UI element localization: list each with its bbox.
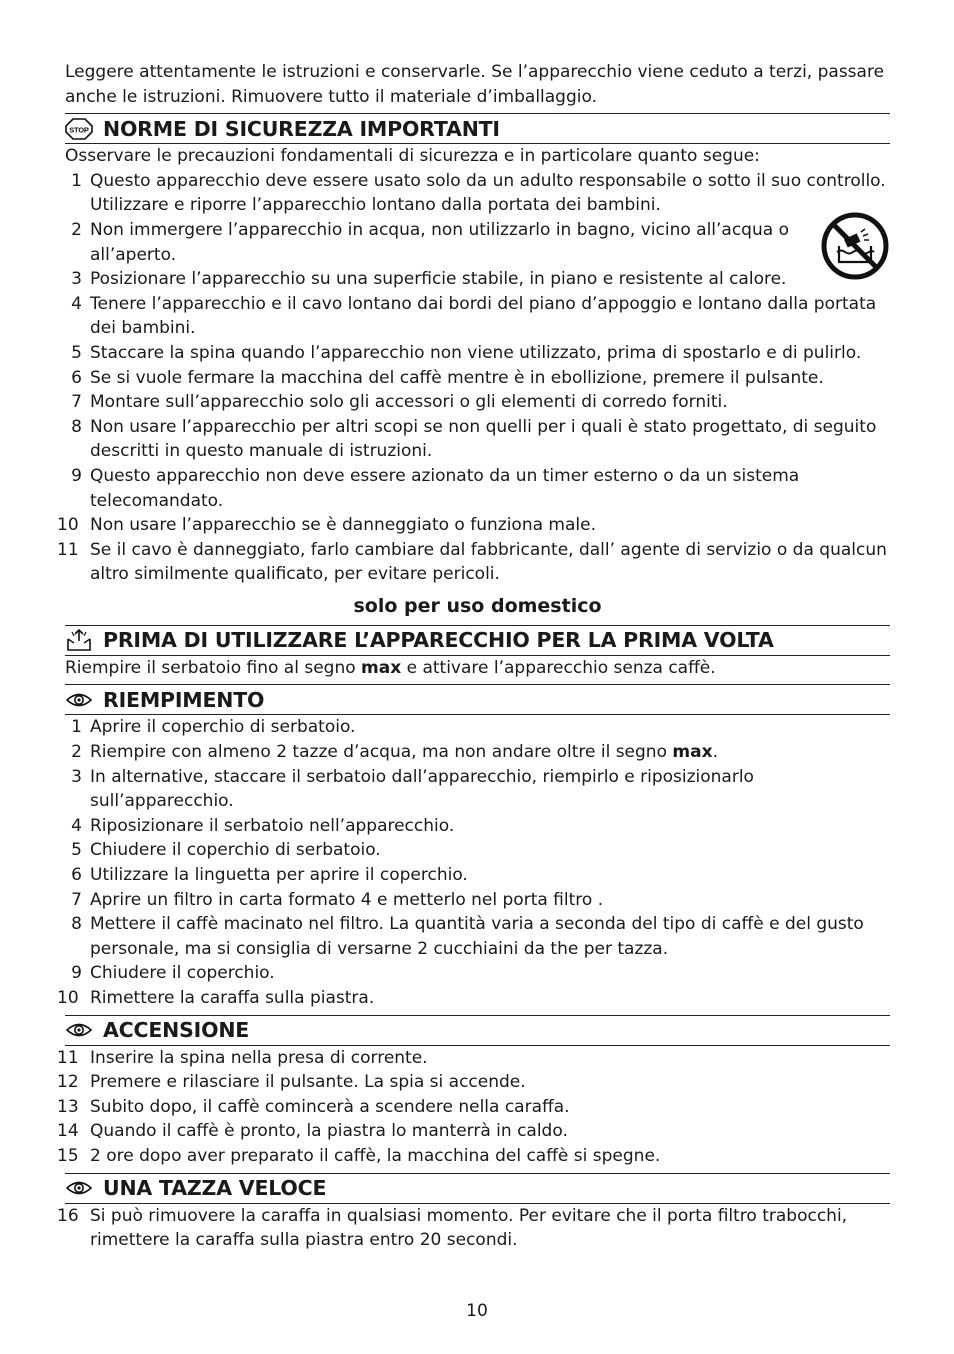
stop-icon [65,117,95,141]
list-item [65,415,890,464]
list-item [65,169,890,218]
item-text: Utilizzare la linguetta per aprire il coperchio. [90,865,468,886]
item-text: Si può rimuovere la caraffa in qualsiasi momento. Per evitare che il porta filtro trabocchi, rimettere la caraffa sulla piastra entro 20 secondi. [90,1205,848,1251]
eye-icon [65,688,95,712]
item-number: 5 [71,342,82,363]
item-text: Non usare l’apparecchio se è danneggiato o funziona male. [90,515,596,536]
switch-on-list [57,1046,890,1169]
item-text: Quando il caffè è pronto, la piastra lo manterrà in caldo. [90,1121,568,1142]
item-number: 4 [71,293,82,314]
safety-title: NORME DI SICUREZZA IMPORTANTI [103,116,500,141]
list-item [57,1144,890,1169]
filling-title: RIEMPIMENTO [103,687,265,712]
list-item [57,1046,890,1071]
no-water-immersion-icon [821,212,889,280]
eye-icon [65,1018,95,1042]
item-number: 7 [71,392,82,413]
item-text: Inserire la spina nella presa di corrente. [90,1047,428,1068]
item-text: Questo apparecchio non deve essere azionato da un timer esterno o da un sistema telecomandato. [90,465,800,511]
item-number: 14 [57,1121,79,1142]
item-number: 2 [71,219,82,240]
item-text-part: . [712,742,718,763]
switch-on-section-header [65,1015,890,1046]
list-item [65,838,890,863]
list-item [65,292,890,341]
first-use-text-part: e attivare l’apparecchio senza caffè. [401,657,716,678]
max-mark: max [672,742,713,763]
list-item [65,715,890,740]
eye-icon [65,1176,95,1200]
switch-on-title: ACCENSIONE [103,1018,250,1043]
item-number: 11 [57,539,79,560]
item-text: Aprire un filtro in carta formato 4 e metterlo nel porta filtro . [90,889,604,910]
item-text-part: Riempire con almeno 2 tazze d’acqua, ma non andare oltre il segno [90,742,673,763]
list-item [65,814,890,839]
item-text: Staccare la spina quando l’apparecchio non viene utilizzato, prima di spostarlo e di pulirlo. [90,342,862,363]
item-text: Non immergere l’apparecchio in acqua, non utilizzarlo in bagno, vicino all’acqua o all’aperto. [90,219,789,265]
intro-paragraph: Leggere attentamente le istruzioni e conservarle. Se l’apparecchio viene ceduto a terzi, passare anche le istruzioni. Rimuovere tutto il materiale d’imballaggio. [65,62,885,107]
item-text: Premere e rilasciare il pulsante. La spia si accende. [90,1072,526,1093]
item-number: 6 [71,367,82,388]
item-text: Posizionare l’apparecchio su una superficie stabile, in piano e resistente al calore. [90,269,787,290]
list-item [65,912,890,961]
item-number: 1 [71,717,82,738]
quick-cup-title: UNA TAZZA VELOCE [103,1176,327,1201]
item-number: 6 [71,865,82,886]
item-text: Se il cavo è danneggiato, farlo cambiare dal fabbricante, dall’ agente di servizio o da qualcun altro similmente qualificato, per evitare pericoli. [90,539,887,585]
item-text: Se si vuole fermare la macchina del caffè mentre è in ebollizione, premere il pulsante. [90,367,824,388]
list-item [65,961,890,986]
list-item [65,863,890,888]
item-text: Non usare l’apparecchio per altri scopi se non quelli per i quali è stato progettato, di seguito descritti in questo manuale di istruzioni. [90,416,877,462]
first-use-title: PRIMA DI UTILIZZARE L’APPARECCHIO PER LA PRIMA VOLTA [103,628,774,653]
item-number: 4 [71,815,82,836]
item-number: 12 [57,1072,79,1093]
safety-lead: Osservare le precauzioni fondamentali di sicurezza e in particolare quanto segue: [65,146,760,167]
list-item [57,1070,890,1095]
item-number: 5 [71,840,82,861]
item-number: 16 [57,1205,79,1226]
item-text: Mettere il caffè macinato nel filtro. La quantità varia a seconda del tipo di caffè e del gusto personale, ma si consiglia di versarne 2 cucchiaini da the per tazza. [90,914,864,959]
item-text: Riposizionare il serbatoio nell’apparecchio. [90,815,455,836]
item-number: 7 [71,889,82,910]
item-number: 8 [71,416,82,437]
unpack-box-icon [65,628,95,652]
list-item [65,366,890,391]
domestic-use-notice: solo per uso domestico [353,594,602,617]
item-text: 2 ore dopo aver preparato il caffè, la macchina del caffè si spegne. [90,1145,661,1166]
list-item [65,464,890,513]
item-text: Chiudere il coperchio. [90,963,275,984]
max-mark: max [361,657,402,678]
list-item [57,1119,890,1144]
list-item [65,218,890,267]
item-number: 11 [57,1047,79,1068]
quick-cup-list [57,1204,890,1253]
list-item [65,390,890,415]
item-number: 10 [57,515,79,536]
item-number: 3 [71,766,82,787]
item-number: 9 [71,963,82,984]
item-text: Subito dopo, il caffè comincerà a scendere nella caraffa. [90,1096,570,1117]
item-number: 8 [71,914,82,935]
page-number: 10 [466,1301,488,1321]
item-text: Montare sull’apparecchio solo gli accessori o gli elementi di corredo forniti. [90,392,728,413]
first-use-text [65,656,890,681]
safety-list [57,169,890,587]
list-item [65,267,890,292]
list-item [57,513,890,538]
manual-page [57,60,890,1253]
list-item [65,888,890,913]
list-item [57,1204,890,1253]
quick-cup-section-header [65,1173,890,1204]
item-text [90,740,890,765]
list-item [65,765,890,814]
item-text: Questo apparecchio deve essere usato solo da un adulto responsabile o sotto il suo controllo. Utilizzare e riporre l’apparecchio lontano dalla portata dei bambini. [90,170,886,216]
item-number: 9 [71,465,82,486]
list-item [65,341,890,366]
item-text: In alternative, staccare il serbatoio dall’apparecchio, riempirlo e riposizionarlo sull’apparecchio. [90,766,754,812]
item-number: 2 [71,742,82,763]
item-number: 15 [57,1145,79,1166]
item-text: Aprire il coperchio di serbatoio. [90,717,356,738]
item-number: 3 [71,269,82,290]
item-number: 13 [57,1096,79,1117]
filling-list [57,715,890,1010]
item-text: Rimettere la caraffa sulla piastra. [90,988,375,1008]
list-item [65,740,890,765]
list-item [57,1095,890,1120]
item-text: Tenere l’apparecchio e il cavo lontano dai bordi del piano d’appoggio e lontano dalla portata dei bambini. [90,293,877,339]
filling-section-header [65,684,890,715]
item-number: 1 [71,170,82,191]
first-use-section-header [65,625,890,656]
list-item [57,538,890,587]
safety-section-header [65,113,890,144]
first-use-text-part: Riempire il serbatoio fino al segno [65,657,362,678]
item-number: 10 [57,988,79,1008]
item-text: Chiudere il coperchio di serbatoio. [90,840,381,861]
list-item [57,986,890,1011]
stop-icon-text: STOP [69,125,89,135]
